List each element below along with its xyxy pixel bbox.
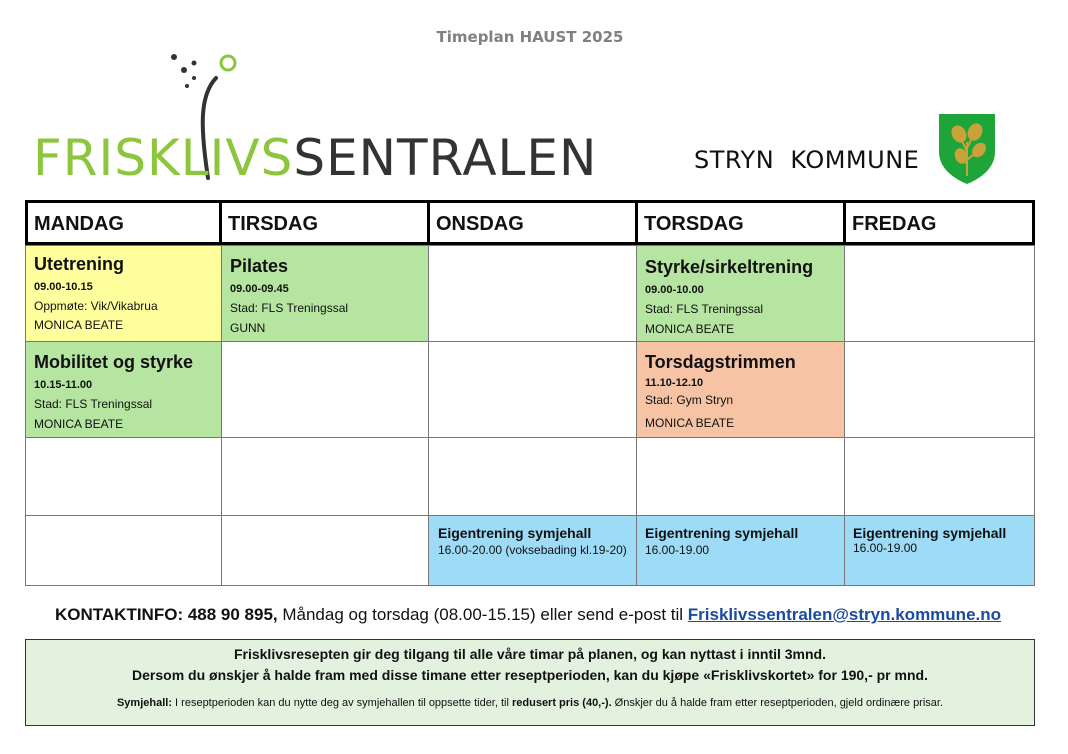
info-box [25,639,1035,726]
class-title: Styrke/sirkeltrening [645,257,814,277]
header-wednesday: ONSDAG [427,200,638,245]
class-time: 11.10-12.10 [645,377,704,389]
class-time: 16.00-19.00 [645,543,710,557]
class-place: Oppmøte: Vik/Vikabrua [34,299,158,313]
class-cell-symjehall-friday [844,515,1035,586]
class-title: Utetrening [34,254,124,274]
class-time: 09.00-10.15 [34,281,93,293]
info-resept-text: Frisklivsresepten gir deg tilgang til alle våre timar på planen, og kan nyttast i inntil 3mnd. [233,646,827,662]
frisklivssentralen-logo [33,128,597,188]
empty-cell [428,341,637,438]
class-instructor: MONICA BEATE [645,322,735,336]
class-cell-utetrening [25,245,222,342]
class-instructor: MONICA BEATE [645,416,735,430]
empty-cell [221,515,429,586]
class-time: 10.15-11.00 [34,379,93,391]
logo-text-sentralen: SENTRALEN [293,129,598,187]
class-time: 09.00-10.00 [645,284,704,296]
logo-text-frisklivs: FRISKLIVS [33,129,294,187]
class-instructor: MONICA BEATE [34,417,124,431]
class-title: Eigentrening symjehall [645,525,799,541]
class-instructor: MONICA BEATE [34,318,124,332]
class-time: 16.00-20.00 (voksebading kl.19-20) [438,543,627,557]
empty-cell [428,245,637,342]
info-frisklivskortet-text: Dersom du ønskjer å halde fram med disse timane etter reseptperioden, kan du kjøpe «Frisklivskortet» for 190,- pr mnd. [132,667,928,683]
empty-cell [428,437,637,516]
symjehall-price: redusert pris (40,-). [511,697,612,709]
stryn-kommune-name: STRYN KOMMUNE [694,146,920,174]
empty-cell [636,437,845,516]
empty-cell [25,515,222,586]
class-title: Pilates [230,256,289,276]
stryn-coat-of-arms-icon [937,112,997,186]
class-place: Stad: FLS Treningssal [34,397,153,411]
class-cell-mobilitet-og-styrke [25,341,222,438]
empty-cell [25,437,222,516]
class-instructor: GUNN [230,321,266,335]
schedule-table [25,200,1035,586]
class-title: Eigentrening symjehall [438,525,592,541]
header-thursday: TORSDAG [635,200,846,245]
header-friday: FREDAG [843,200,1035,245]
empty-cell [844,437,1035,516]
class-place: Stad: Gym Stryn [645,393,734,407]
class-title: Torsdagstrimmen [645,352,796,372]
empty-cell [844,245,1035,342]
class-time: 09.00-09.45 [230,283,289,295]
symjehall-label: Symjehall: [116,697,172,709]
contact-label: KONTAKTINFO: 488 90 895, [55,605,278,624]
header-monday: MANDAG [25,200,222,245]
page-title: Timeplan HAUST 2025 [436,28,624,46]
class-place: Stad: FLS Treningssal [230,301,349,315]
class-time: 16.00-19.00 [853,541,918,555]
empty-cell [221,437,429,516]
class-cell-symjehall-wednesday [428,515,637,586]
class-title: Mobilitet og styrke [34,352,194,372]
contact-info [55,605,1001,625]
symjehall-text-1: I reseptperioden kan du nytte deg av symjehallen til oppsette tider, til [172,697,512,709]
info-symjehall-text [26,697,1034,709]
empty-cell [844,341,1035,438]
class-cell-styrke-sirkeltrening [636,245,845,342]
symjehall-text-2: Ønskjer du å halde fram etter reseptperioden, gjeld ordinære prisar. [611,697,944,709]
contact-email-link[interactable]: Frisklivssentralen@stryn.kommune.no [687,605,1002,624]
header-tuesday: TIRSDAG [219,200,430,245]
class-title: Eigentrening symjehall [853,525,1007,541]
class-cell-pilates [221,245,429,342]
empty-cell [221,341,429,438]
contact-text: Måndag og torsdag (08.00-15.15) eller send e-post til [277,605,688,624]
class-cell-symjehall-thursday [636,515,845,586]
class-cell-torsdagstrimmen [636,341,845,438]
class-place: Stad: FLS Treningssal [645,302,764,316]
